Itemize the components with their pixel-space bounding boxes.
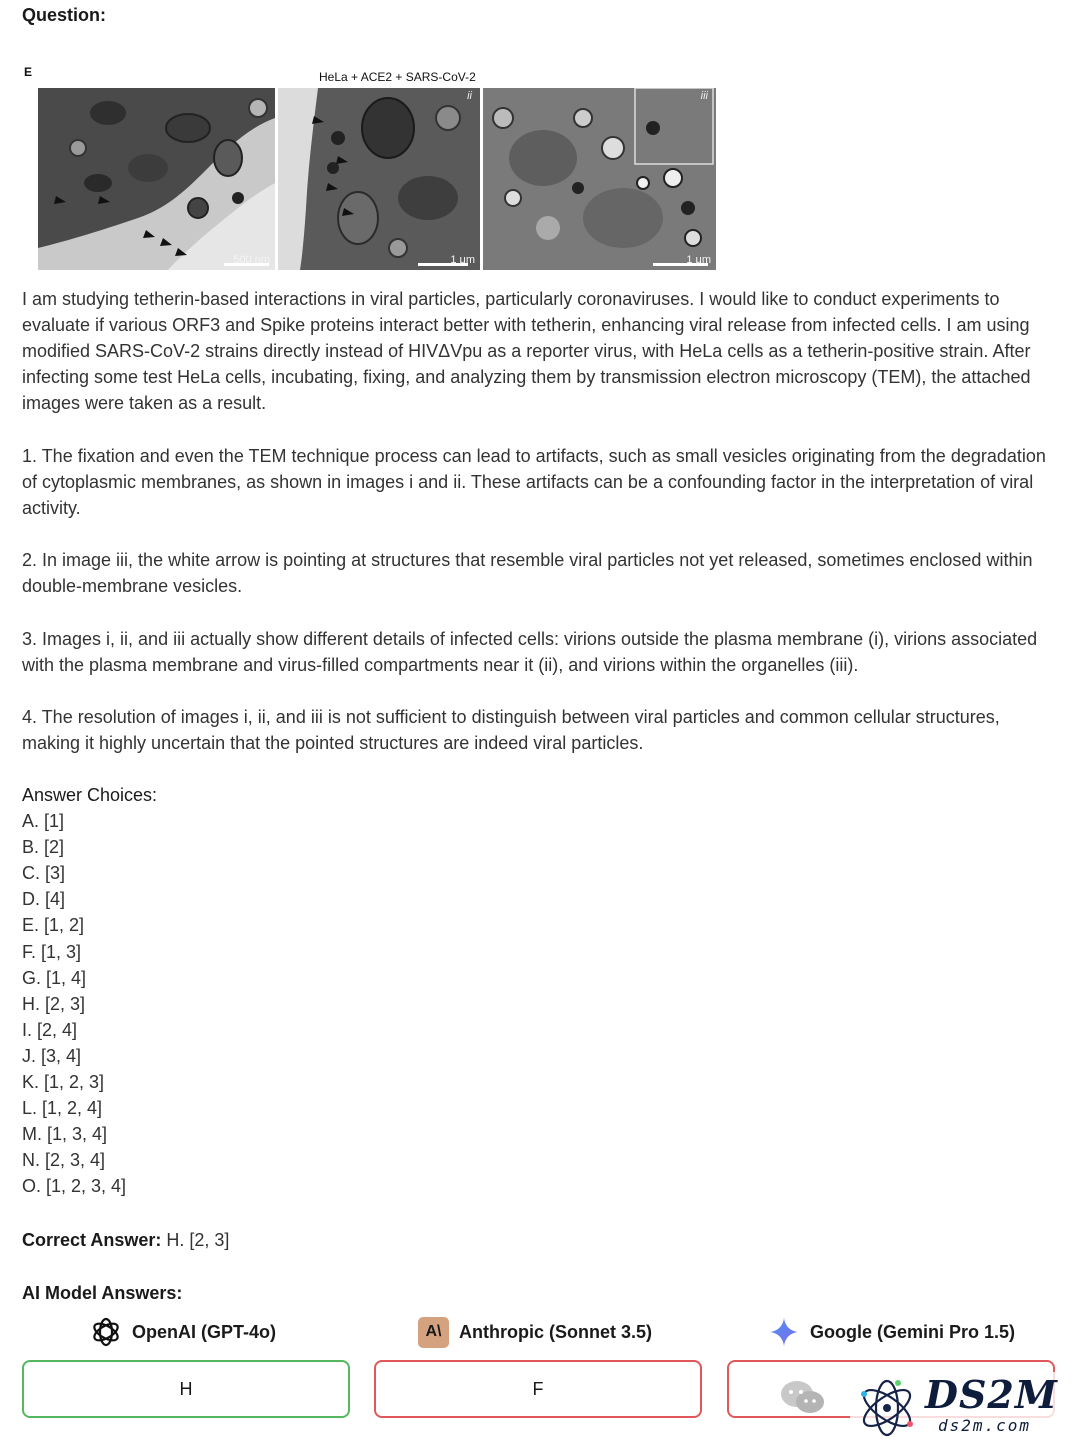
answer-choices-label: Answer Choices: xyxy=(22,785,158,805)
scale-bar-label: 1 μm xyxy=(450,254,475,266)
model-answer-anthropic: F xyxy=(374,1360,702,1418)
model-answer-openai: H xyxy=(22,1360,350,1418)
tem-panel-iii xyxy=(483,88,716,270)
figure-panel-letter: E xyxy=(24,65,33,79)
answer-choices xyxy=(22,782,157,1200)
tem-figure xyxy=(22,62,722,274)
figure-caption: HeLa + ACE2 + SARS-CoV-2 xyxy=(319,70,476,84)
choice-item: O. [1, 2, 3, 4] xyxy=(22,1176,127,1197)
choice-item: L. [1, 2, 4] xyxy=(22,1098,103,1119)
tem-panel-i xyxy=(38,88,275,270)
statement-3: 3. Images i, ii, and iii actually show different details of infected cells: virions outside the plasma membrane (i), virions associated with the plasma membrane and virus-filled compartments near it (ii), and virions within the organelles (iii). xyxy=(22,629,1038,675)
choice-item: M. [1, 3, 4] xyxy=(22,1124,108,1145)
model-name: OpenAI (GPT-4o) xyxy=(132,1321,276,1342)
panel-numeral: iii xyxy=(700,90,708,102)
gemini-sparkle-icon xyxy=(768,1316,800,1348)
choice-item: G. [1, 4] xyxy=(22,967,87,988)
choice-item: H. [2, 3] xyxy=(22,993,86,1014)
scale-bar-label: 1 μm xyxy=(686,254,711,266)
choice-item: D. [4] xyxy=(22,889,66,910)
scale-bar-label: 500 nm xyxy=(233,254,270,266)
correct-answer-value: H. [2, 3] xyxy=(161,1230,230,1250)
tem-panel-ii xyxy=(278,88,480,270)
choice-item: C. [3] xyxy=(22,863,66,884)
anthropic-logo-icon: A\ xyxy=(418,1317,449,1348)
watermark-site: ds2m.com xyxy=(938,1416,1032,1435)
panel-numeral: ii xyxy=(467,90,472,102)
model-name: Anthropic (Sonnet 3.5) xyxy=(459,1321,652,1342)
choice-list xyxy=(22,808,157,1199)
choice-item: N. [2, 3, 4] xyxy=(22,1150,106,1171)
question-label: Question: xyxy=(22,5,106,25)
model-name: Google (Gemini Pro 1.5) xyxy=(810,1321,1016,1342)
ds2m-watermark xyxy=(850,1372,1075,1443)
choice-item: I. [2, 4] xyxy=(22,1019,78,1040)
choice-item: E. [1, 2] xyxy=(22,915,85,936)
openai-logo-icon xyxy=(90,1316,122,1348)
model-header-google xyxy=(768,1315,1015,1349)
choice-item: K. [1, 2, 3] xyxy=(22,1072,105,1093)
statement-1: 1. The fixation and even the TEM technique process can lead to artifacts, such as small vesicles originating from the degradation of cytoplasmic membranes, as shown in images i and ii. These artifacts can be a confounding factor in the interpretation of viral activity. xyxy=(22,446,1046,518)
choice-item: J. [3, 4] xyxy=(22,1045,82,1066)
question-body-text: I am studying tetherin-based interactions in viral particles, particularly coronaviruses. I would like to conduct experiments to evaluate if various ORF3 and Spike proteins interact better with tetherin, enhancing viral release from infected cells. I am using modified SARS-CoV-2 strains directly instead of HIVΔVpu as a reporter virus, with HeLa cells as a tetherin-positive strain. After infecting some test HeLa cells, incubating, fixing, and analyzing them by transmission electron microscopy (TEM), the attached images were taken as a result. xyxy=(22,289,1031,413)
wechat-watermark-icon xyxy=(780,1380,826,1421)
watermark-brand: DS2M xyxy=(925,1372,1058,1417)
atom-logo-icon xyxy=(852,1372,922,1442)
model-header-anthropic xyxy=(418,1315,652,1349)
choice-item: F. [1, 3] xyxy=(22,941,82,962)
statement-4: 4. The resolution of images i, ii, and iii is not sufficient to distinguish between viral particles and common cellular structures, making it highly uncertain that the pointed structures are indeed viral particles. xyxy=(22,707,1000,753)
correct-answer-label: Correct Answer: xyxy=(22,1230,162,1250)
statement-2: 2. In image iii, the white arrow is pointing at structures that resemble viral particles not yet released, sometimes enclosed within double-membrane vesicles. xyxy=(22,550,1033,596)
ai-answers-label: AI Model Answers: xyxy=(22,1283,183,1303)
correct-answer xyxy=(22,1227,229,1253)
choice-item: B. [2] xyxy=(22,837,65,858)
choice-item: A. [1] xyxy=(22,811,65,832)
model-header-openai xyxy=(90,1315,276,1349)
